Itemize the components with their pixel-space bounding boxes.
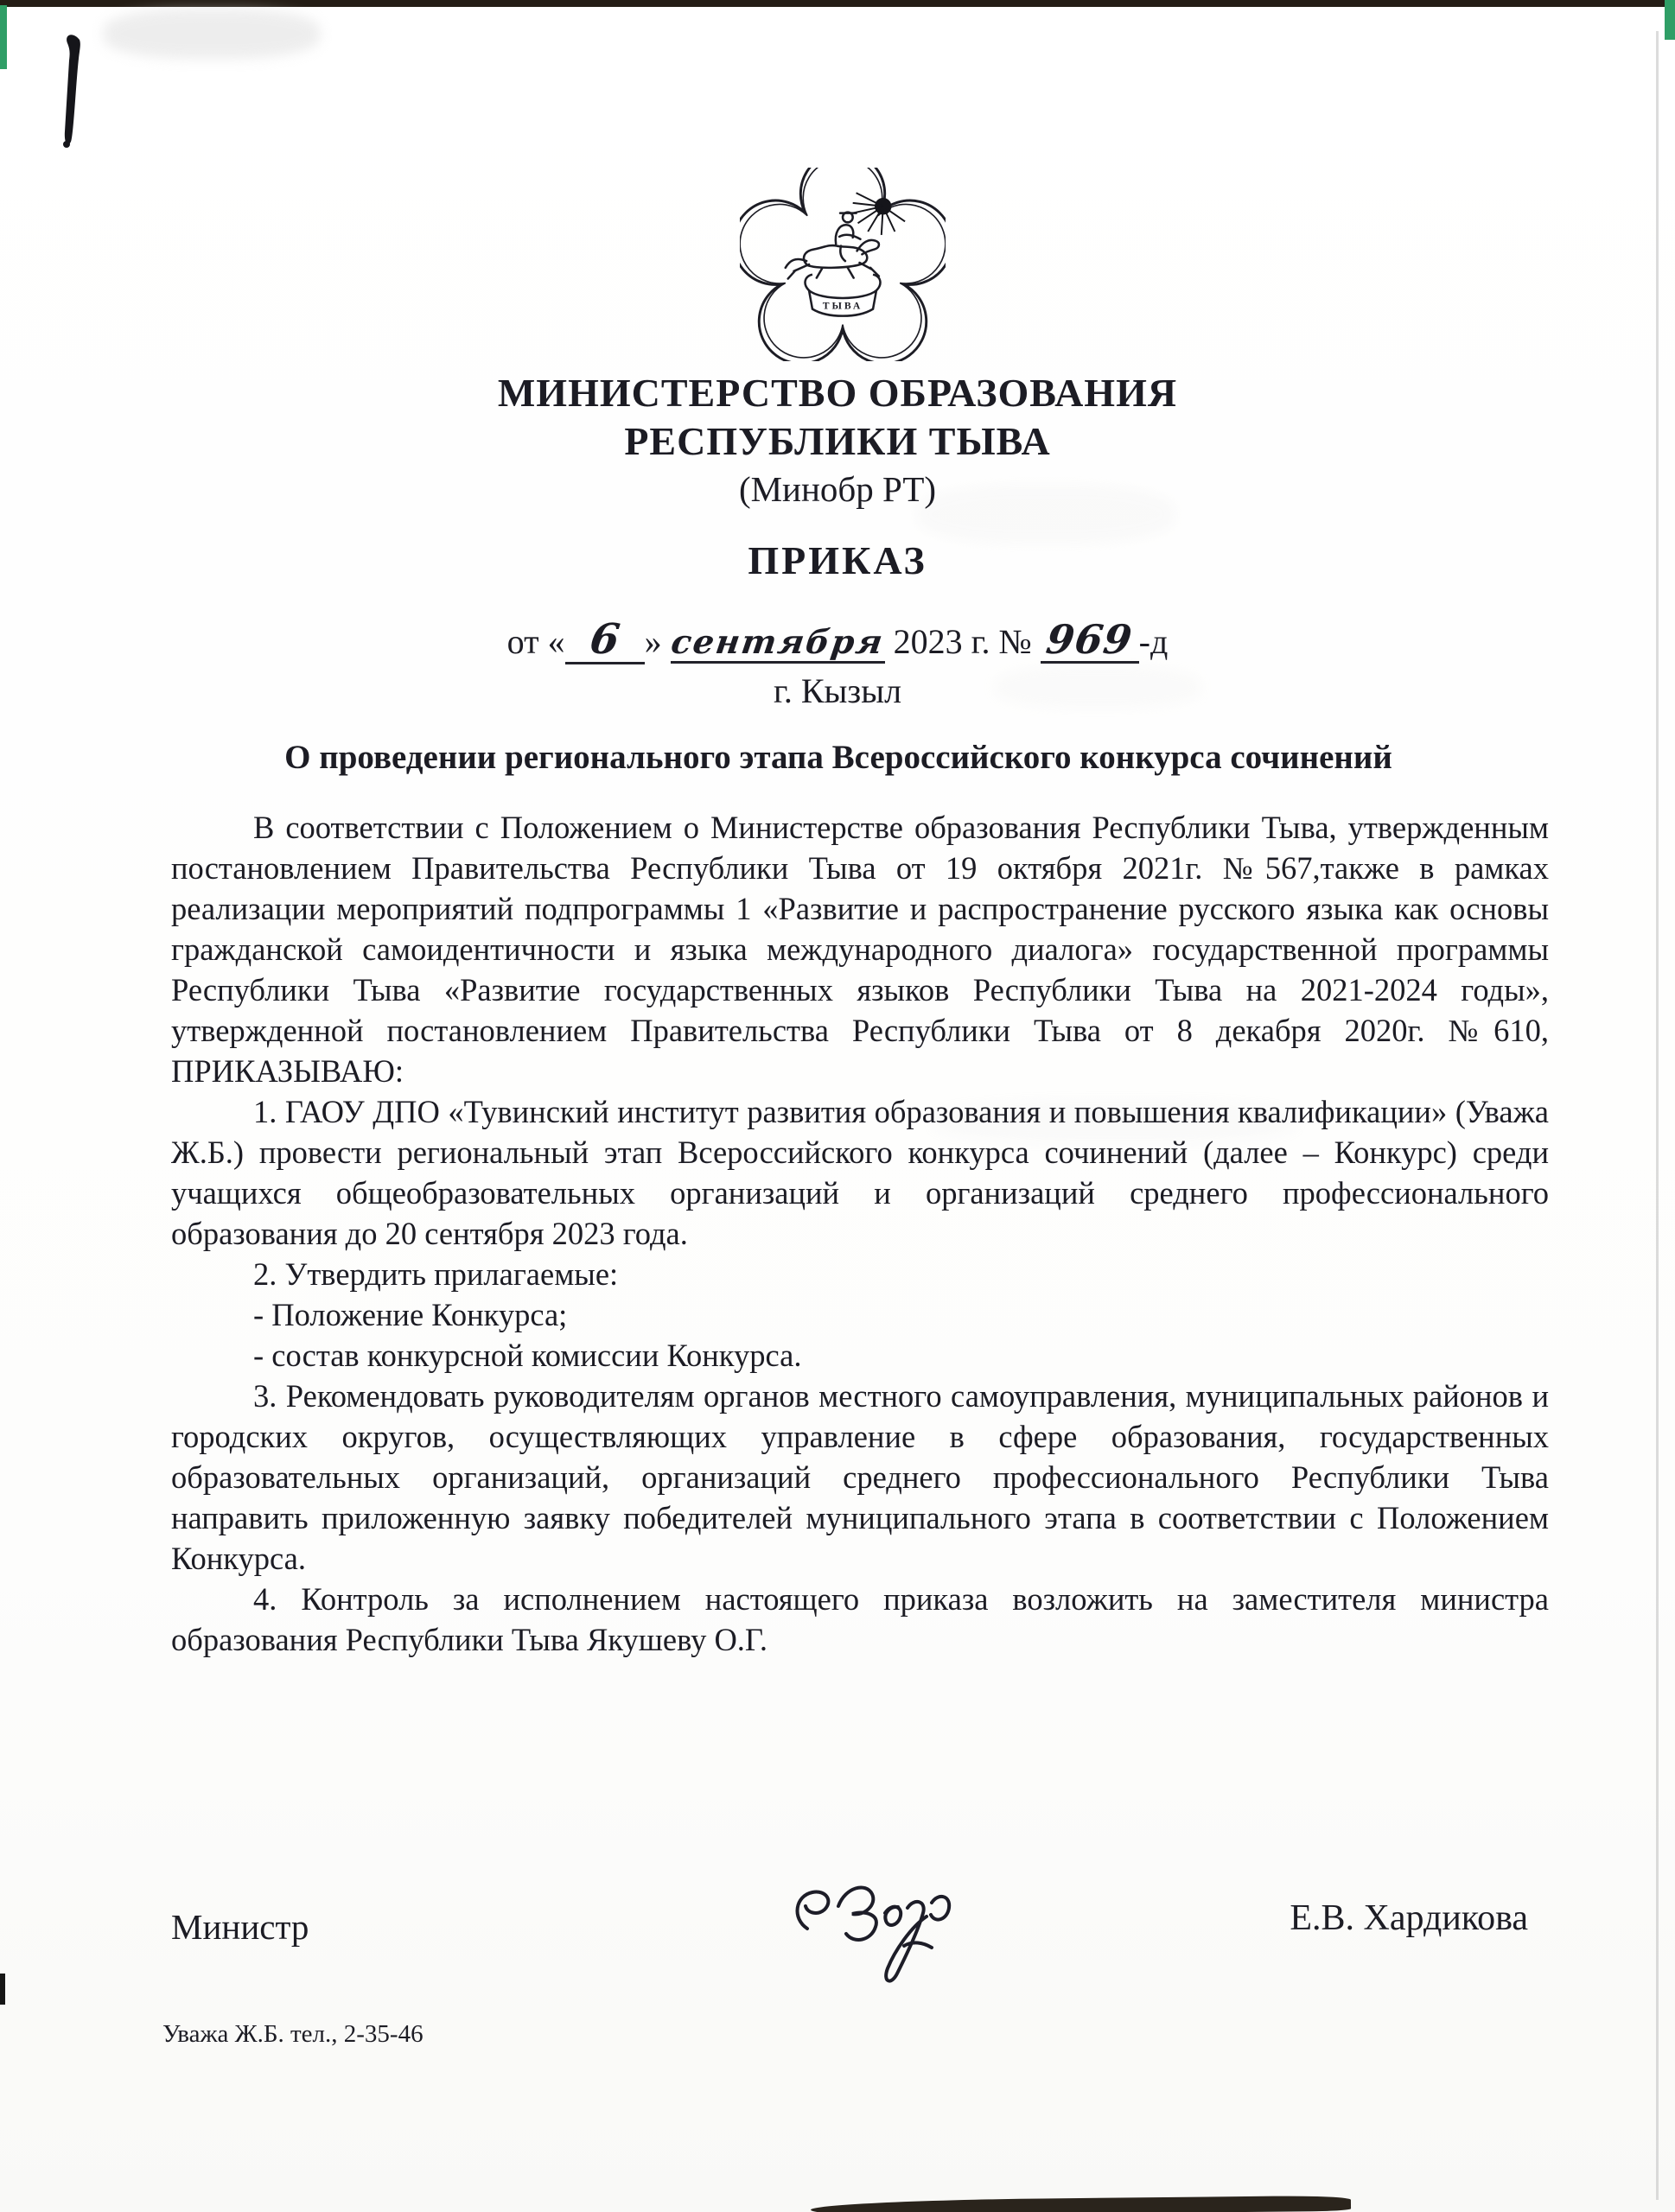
ministry-short-name: (Минобр РТ) [738, 469, 937, 509]
minister-signature [774, 1868, 990, 2005]
paragraph-item-1: 1. ГАОУ ДПО «Тувинский институт развития образования и повышения квалификации» (Уважа Ж.Б.) провести региональный этап Всероссийского конкурса сочинений (далее – Конкурс) среди учащихся общеобразовательных организаций и организаций среднего профессионального образования до 20 сентября 2023 года. [171, 1094, 1549, 1251]
date-tail: 2023 г. № [893, 622, 1032, 661]
executor-contact: Уважа Ж.Б. тел., 2-35-46 [162, 2020, 424, 2048]
date-close-quote: » [644, 622, 662, 661]
handwritten-month: сентября [668, 622, 887, 661]
handwritten-order-number: 969 [1043, 616, 1136, 663]
paragraph-item-2-sub-2: - состав конкурсной комиссии Конкурса. [253, 1338, 802, 1373]
ministry-name-line1: МИНИСТЕРСТВО ОБРАЗОВАНИЯ [497, 371, 1178, 415]
paragraph-preamble: В соответствии с Положением о Министерстве образования Республики Тыва, утвержденным постановлением Правительства Республики Тыва от 19 октября 2021г. №567,также в рамках реализации мероприятий подпрограммы 1 «Развитие и распространение русского языка как основы гражданской самоидентичности и языка международного диалога» государственной программы Республики Тыва «Развитие государственных языков Республики Тыва на 2021-2024 годы», утвержденной постановлением Правительства Республики Тыва от 8 декабря 2020г. №610, ПРИКАЗЫВАЮ: [171, 810, 1549, 1089]
ministry-name-line2: РЕСПУБЛИКИ ТЫВА [624, 419, 1051, 463]
handwritten-day: 6 [586, 615, 623, 664]
order-title: О проведении регионального этапа Всероссийского конкурса сочинений [284, 739, 1392, 776]
scan-right-edge-line [1656, 31, 1659, 2200]
scan-bottom-shadow [811, 2196, 1351, 2212]
signer-name: Е.В. Хардикова [1290, 1898, 1528, 1938]
signer-role: Министр [171, 1907, 309, 1947]
date-prefix: от « [506, 622, 565, 661]
scan-corner-green-right [1665, 0, 1675, 40]
scan-top-edge [0, 0, 1675, 7]
tyva-coat-of-arms-icon [740, 168, 946, 361]
paragraph-item-2-sub-1: - Положение Конкурса; [253, 1297, 568, 1332]
issue-place: г. Кызыл [773, 671, 902, 710]
paragraph-item-3: 3. Рекомендовать руководителям органов местного самоуправления, муниципальных районов и городских округов, осуществляющих управление в сфере образования, государственных образовательных организаций, организаций среднего профессионального Республики Тыва направить приложенную заявку победителей муниципального этапа в соответствии с Положением Конкурса. [171, 1378, 1549, 1576]
paragraph-item-4: 4. Контроль за исполнением настоящего приказа возложить на заместителя министра образования Республики Тыва Якушеву О.Г. [171, 1581, 1549, 1657]
date-line [0, 615, 1675, 664]
sun-icon [853, 193, 905, 235]
emblem-banner-text: ТЫВА [822, 300, 863, 312]
handwritten-day-blank [565, 615, 645, 664]
scan-left-edge-mark [0, 1974, 5, 2005]
scan-corner-green-left [0, 5, 7, 69]
handwritten-number-blank [1041, 616, 1139, 664]
handwritten-month-blank [668, 622, 887, 664]
order-body [171, 807, 1549, 1660]
horse-rider-icon [786, 213, 879, 279]
document-type-heading: ПРИКАЗ [748, 538, 927, 582]
paragraph-item-2: 2. Утвердить прилагаемые: [253, 1256, 619, 1292]
ink-mark [41, 29, 104, 161]
order-number-suffix: -д [1138, 622, 1169, 661]
scan-smudge [104, 9, 320, 59]
